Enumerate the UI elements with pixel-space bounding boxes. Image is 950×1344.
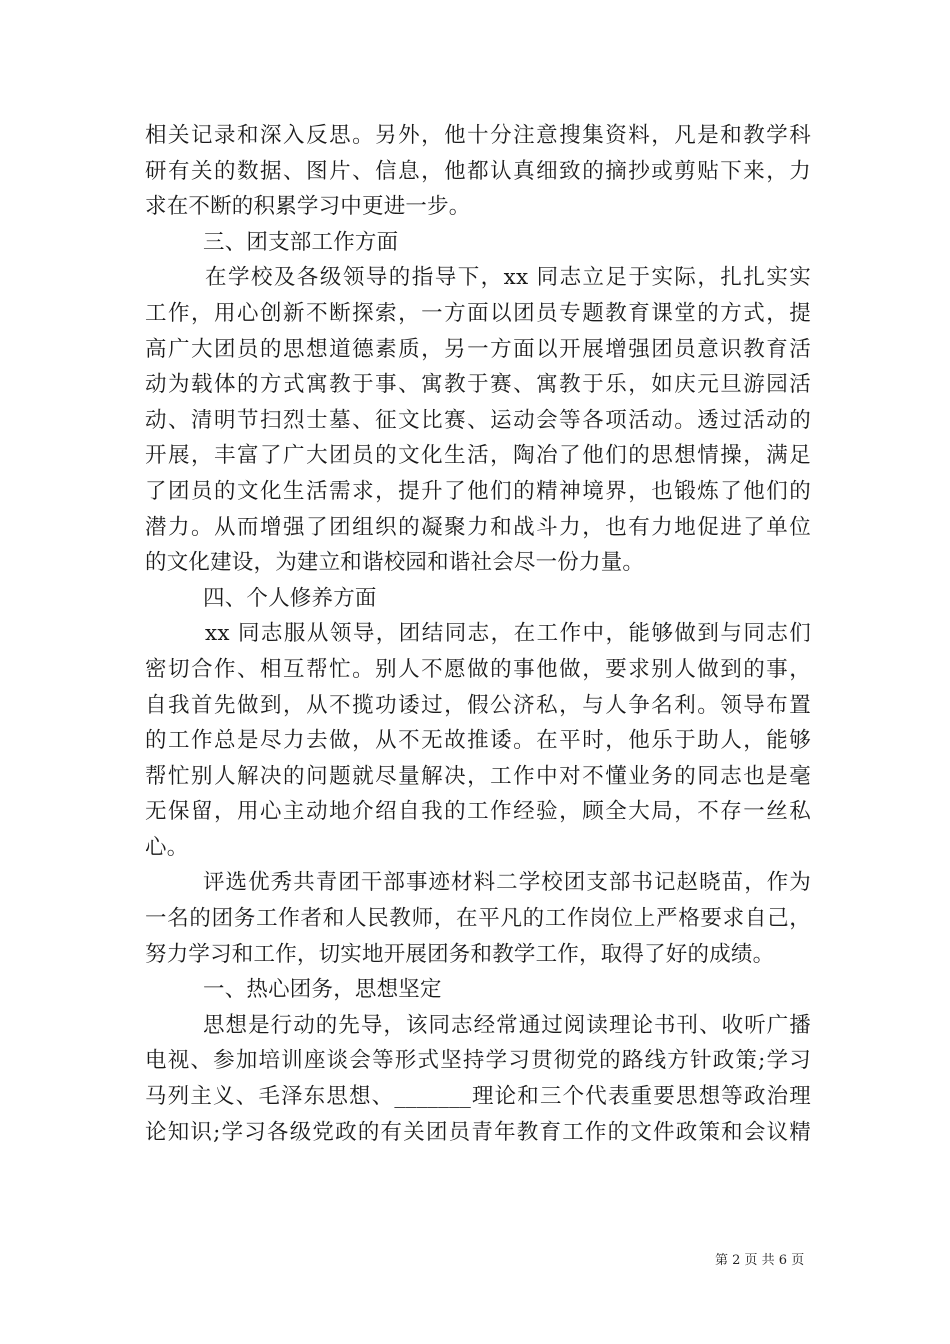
text-line: 思想是行动的先导，该同志经常通过阅读理论书刊、收听广播	[203, 1012, 811, 1038]
text-line: 密切合作、相互帮忙。别人不愿做的事他做，要求别人做到的事，	[145, 656, 811, 682]
document-body	[145, 118, 811, 1150]
text-line: 在学校及各级领导的指导下，xx 同志立足于实际，扎扎实实	[205, 265, 811, 291]
text-line: 动、清明节扫烈士墓、征文比赛、运动会等各项活动。透过活动的	[145, 407, 811, 433]
text-line: 帮忙别人解决的问题就尽量解决，工作中对不懂业务的同志也是毫	[145, 763, 811, 789]
text-line: 了团员的文化生活需求，提升了他们的精神境界，也锻炼了他们的	[145, 478, 811, 504]
section-heading: 三、团支部工作方面	[203, 229, 399, 255]
text-line: 工作，用心创新不断探索，一方面以团员专题教育课堂的方式，提	[145, 300, 811, 326]
page-number: 第 2 页 共 6 页	[715, 1253, 805, 1268]
text-line: 高广大团员的思想道德素质，另一方面以开展增强团员意识教育活	[145, 336, 811, 362]
text-line: 动为载体的方式寓教于事、寓教于赛、寓教于乐，如庆元旦游园活	[145, 372, 811, 398]
text-line: 自我首先做到，从不揽功诿过，假公济私，与人争名利。领导布置	[145, 692, 811, 718]
section-heading: 一、热心团务，思想坚定	[203, 977, 442, 1003]
text-line: 心。	[145, 834, 189, 860]
text-line: xx 同志服从领导，团结同志，在工作中，能够做到与同志们	[205, 621, 811, 647]
text-line: 相关记录和深入反思。另外，他十分注意搜集资料，凡是和教学科	[145, 123, 811, 148]
text-line: 论知识;学习各级党政的有关团员青年教育工作的文件政策和会议精	[145, 1119, 811, 1145]
text-line: 潜力。从而增强了团组织的凝聚力和战斗力，也有力地促进了单位	[145, 514, 811, 540]
text-line: 研有关的数据、图片、信息，他都认真细致的摘抄或剪贴下来，力	[145, 158, 811, 184]
text-line: 努力学习和工作，切实地开展团务和教学工作，取得了好的成绩。	[145, 941, 775, 967]
section-heading: 四、个人修养方面	[203, 585, 377, 611]
text-line: 无保留，用心主动地介绍自我的工作经验，顾全大局，不存一丝私	[145, 799, 811, 825]
text-line: 马列主义、毛泽东思想、_______理论和三个代表重要思想等政治理	[145, 1084, 811, 1110]
text-line: 一名的团务工作者和人民教师，在平凡的工作岗位上严格要求自己，	[145, 906, 811, 932]
text-line: 评选优秀共青团干部事迹材料二学校团支部书记赵晓苗，作为	[203, 870, 811, 896]
text-line: 开展，丰富了广大团员的文化生活，陶冶了他们的思想情操，满足	[145, 443, 811, 469]
text-line: 的工作总是尽力去做，从不无故推诿。在平时，他乐于助人，能够	[145, 728, 811, 754]
text-line: 电视、参加培训座谈会等形式坚持学习贯彻党的路线方针政策;学习	[145, 1048, 811, 1074]
text-line: 求在不断的积累学习中更进一步。	[145, 194, 471, 220]
text-line: 的文化建设，为建立和谐校园和谐社会尽一份力量。	[145, 550, 645, 576]
